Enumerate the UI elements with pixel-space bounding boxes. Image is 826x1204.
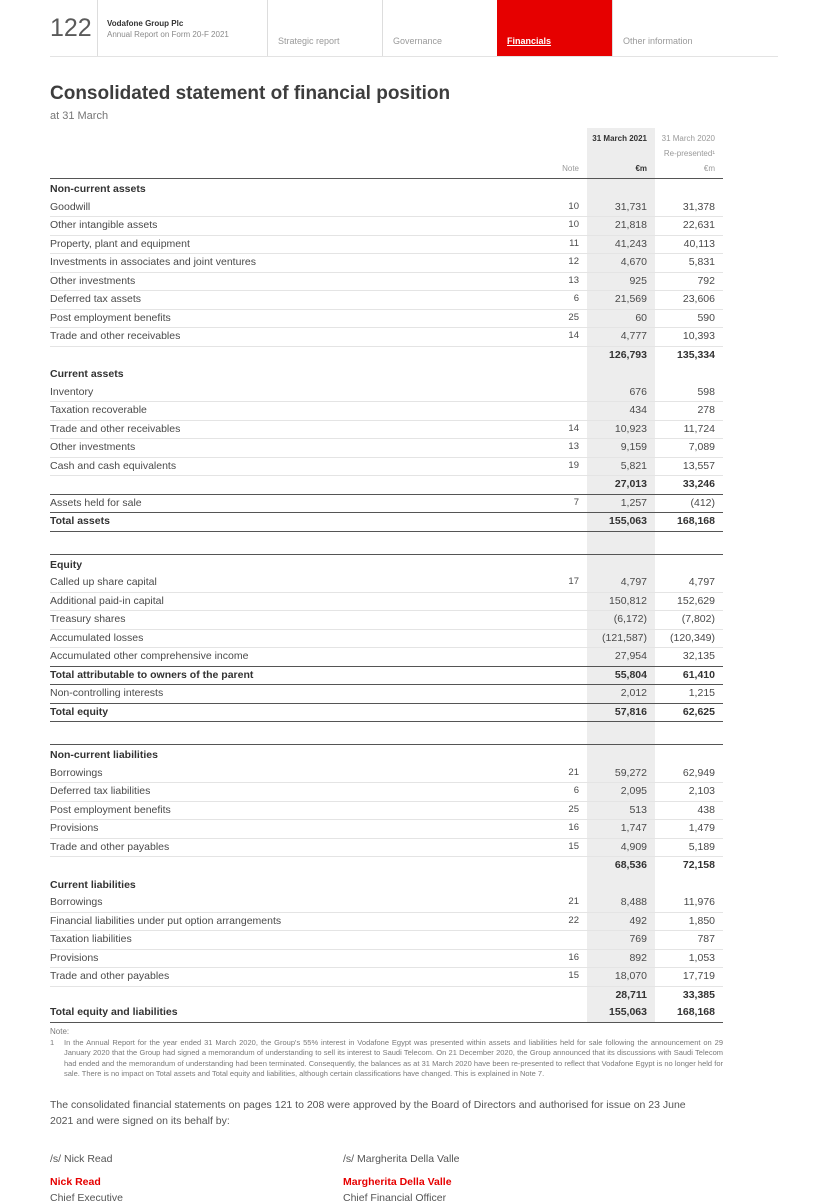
page-title: Consolidated statement of financial position (50, 83, 451, 104)
tab-other-information[interactable] (612, 0, 727, 56)
footnote-block (50, 1027, 723, 1080)
value-2020: 33,246 (655, 476, 723, 495)
row-label (50, 476, 545, 495)
table-row (50, 802, 723, 821)
note-reference: 15 (545, 968, 587, 987)
table-row (50, 666, 723, 686)
note-reference (545, 593, 587, 612)
table-head (50, 128, 723, 178)
signature-block (50, 1153, 343, 1204)
table-row (50, 950, 723, 969)
value-2020 (655, 744, 723, 765)
table-row (50, 402, 723, 421)
table-row (50, 217, 723, 236)
signatory-title: Chief Executive (50, 1192, 123, 1204)
main-content (0, 83, 826, 1204)
value-2020: 4,797 (655, 574, 723, 593)
table-row (50, 458, 723, 477)
row-label: Current liabilities (50, 878, 136, 891)
value-2020: 40,113 (655, 236, 723, 255)
table-row (50, 199, 723, 218)
note-reference (545, 554, 587, 575)
value-2021: 155,063 (587, 1004, 655, 1023)
signatory-name: Margherita Della Valle (343, 1176, 452, 1189)
note-reference: 16 (545, 950, 587, 969)
value-2021: 21,818 (587, 217, 655, 236)
note-reference: 13 (545, 273, 587, 292)
brand-block (97, 0, 267, 56)
table-row (50, 987, 723, 1005)
row-label: Current assets (50, 368, 124, 380)
row-label: Other intangible assets (50, 217, 545, 236)
value-2020: 62,949 (655, 765, 723, 784)
value-2021: 2,012 (587, 685, 655, 703)
value-2021: 2,095 (587, 783, 655, 802)
table-row (50, 421, 723, 440)
section-header-row (50, 875, 723, 895)
note-reference: 25 (545, 310, 587, 329)
note-reference: 25 (545, 802, 587, 821)
row-label: Non-controlling interests (50, 687, 164, 699)
col-header-2021: 31 March 2021 (587, 128, 655, 147)
note-reference (545, 347, 587, 365)
value-2020 (655, 532, 723, 554)
signature-line: /s/ Margherita Della Valle (343, 1153, 460, 1166)
row-label: Additional paid-in capital (50, 593, 545, 612)
tab-financials[interactable] (497, 0, 612, 56)
row-label: Accumulated other comprehensive income (50, 650, 249, 662)
value-2020: 62,625 (655, 703, 723, 723)
note-reference (545, 987, 587, 1005)
col-unit-2021: €m (587, 162, 655, 178)
value-2021: (121,587) (587, 630, 655, 649)
table-row (50, 476, 723, 495)
table-row (50, 722, 723, 744)
table-row (50, 1004, 723, 1023)
signatory-name: Nick Read (50, 1176, 101, 1189)
row-label: Post employment benefits (50, 310, 545, 329)
signatory-title: Chief Financial Officer (343, 1192, 447, 1204)
signatures (50, 1153, 723, 1204)
value-2020: 32,135 (682, 650, 715, 662)
note-reference: 22 (545, 913, 587, 932)
value-2021: 434 (587, 402, 655, 421)
section-header-row (50, 554, 723, 575)
page-number: 122 (50, 13, 92, 42)
page-subtitle: at 31 March (50, 110, 109, 122)
value-2021: 126,793 (587, 347, 655, 365)
value-2021: 10,923 (587, 421, 655, 440)
note-reference (545, 476, 587, 495)
note-reference: 13 (545, 439, 587, 458)
note-reference (545, 402, 587, 421)
value-2021: 59,272 (587, 765, 655, 784)
value-2021: 21,569 (587, 291, 655, 310)
tab-strategic-report[interactable] (267, 0, 382, 56)
value-2021: 41,243 (587, 236, 655, 255)
row-label: Deferred tax assets (50, 291, 545, 310)
table-row (50, 703, 723, 723)
nav-tabs (267, 0, 778, 56)
brand-subtitle: Annual Report on Form 20-F 2021 (107, 30, 229, 39)
value-2020: 1,215 (688, 687, 715, 699)
note-reference (545, 685, 587, 703)
row-label: Cash and cash equivalents (50, 458, 545, 477)
value-2020 (655, 722, 723, 744)
value-2020: 438 (655, 802, 723, 821)
note-reference (545, 857, 587, 875)
tab-label: Strategic report (278, 36, 340, 46)
value-2021: 4,670 (587, 254, 655, 273)
row-label (50, 722, 545, 744)
value-2020: 13,557 (655, 458, 723, 477)
note-reference: 14 (545, 328, 587, 347)
row-label: Provisions (50, 820, 545, 839)
note-reference: 11 (545, 236, 587, 255)
value-2020: 590 (655, 310, 723, 329)
value-2021: 60 (587, 310, 655, 329)
row-label: Treasury shares (50, 611, 545, 630)
note-reference: 12 (545, 254, 587, 273)
value-2021: 4,909 (587, 839, 655, 858)
table-row (50, 913, 723, 932)
row-label: Investments in associates and joint ventures (50, 254, 545, 273)
note-reference (545, 666, 587, 686)
section-header-row (50, 364, 723, 384)
table-row (50, 347, 723, 365)
value-2021: 513 (587, 802, 655, 821)
row-label: Other investments (50, 439, 545, 458)
row-label: Non-current assets (50, 178, 545, 199)
row-label: Trade and other payables (50, 968, 545, 987)
value-2021: 492 (587, 913, 655, 932)
row-label: Non-current liabilities (50, 744, 545, 765)
row-label: Financial liabilities under put option arrangements (50, 913, 545, 932)
footnote-text: In the Annual Report for the year ended 31 March 2020, the Group's 55% interest in Vodafone Egypt was presented within assets and liabilities held for sale following the announcement on 29 January 2020 that the Group had signed a memorandum of understanding to sell its interest to Saudi Telecom. On 21 December 2020, the Group announced that its discussions with Saudi Telecom had ended and the memorandum of understanding had been terminated. Consequently, the balances as at 31 March 2020 have been re-presented to reflect that Vodafone Egypt is no longer held for sale. There is no impact on Total assets and Total equity and liabilities, although certain classifications have changed. This is explained in Note 7. (64, 1037, 723, 1078)
value-2021: 8,488 (587, 894, 655, 913)
row-label (50, 987, 545, 1005)
value-2021: 892 (587, 950, 655, 969)
footnote-label: Note: (50, 1026, 70, 1036)
note-reference (545, 178, 587, 199)
note-reference: 7 (573, 496, 579, 508)
value-2021: 925 (587, 273, 655, 292)
value-2021: 676 (587, 384, 655, 403)
value-2020: (120,349) (655, 630, 723, 649)
value-2021: 150,812 (587, 593, 655, 612)
row-label: Deferred tax liabilities (50, 783, 545, 802)
section-header-row (50, 178, 723, 199)
value-2021 (587, 722, 655, 744)
value-2021 (587, 532, 655, 554)
row-label (50, 532, 545, 554)
table-row (50, 273, 723, 292)
value-2020: (412) (690, 496, 715, 509)
col-header-represented: Re-presented¹ (663, 149, 715, 158)
table-row (50, 685, 723, 703)
note-reference (545, 1004, 587, 1023)
value-2021: 4,797 (587, 574, 655, 593)
tab-label: Financials (507, 36, 552, 46)
table-row (50, 532, 723, 554)
value-2020: 5,189 (655, 839, 723, 858)
value-2020: 22,631 (655, 217, 723, 236)
note-reference: 21 (545, 894, 587, 913)
note-reference (545, 364, 587, 384)
financial-position-table (50, 128, 723, 1023)
section-header-row (50, 744, 723, 765)
note-reference: 19 (545, 458, 587, 477)
row-label: Taxation recoverable (50, 402, 545, 421)
value-2020: 792 (655, 273, 723, 292)
value-2020: 23,606 (655, 291, 723, 310)
row-label: Other investments (50, 273, 545, 292)
value-2020: 168,168 (655, 1004, 723, 1023)
footnote-number: 1 (50, 1037, 55, 1047)
tab-label: Governance (393, 36, 443, 46)
table-row (50, 236, 723, 255)
note-reference (545, 722, 587, 744)
row-label: Trade and other receivables (50, 328, 545, 347)
table-row (50, 857, 723, 875)
table-row (50, 968, 723, 987)
value-2021: 68,536 (587, 857, 655, 875)
value-2021 (587, 554, 655, 575)
value-2021 (587, 178, 655, 199)
row-label: Total equity (50, 703, 545, 723)
note-reference (545, 384, 587, 403)
value-2021: 57,816 (587, 703, 655, 723)
row-label: Post employment benefits (50, 802, 545, 821)
col-unit-2020: €m (703, 164, 715, 173)
row-label: Property, plant and equipment (50, 236, 545, 255)
row-label: Total equity and liabilities (50, 1004, 545, 1023)
value-2020 (655, 554, 723, 575)
table-row (50, 931, 723, 950)
signature-line: /s/ Nick Read (50, 1153, 113, 1166)
value-2021: 27,954 (587, 648, 655, 666)
table-row (50, 593, 723, 612)
col-header-2020: 31 March 2020 (661, 134, 715, 143)
table-row (50, 648, 723, 666)
table-row (50, 783, 723, 802)
statement-rows (50, 178, 723, 1023)
col-header-note: Note (562, 164, 579, 173)
row-label (50, 347, 545, 365)
value-2020: (7,802) (655, 611, 723, 630)
table-row (50, 820, 723, 839)
value-2020: 7,089 (655, 439, 723, 458)
note-reference: 6 (545, 291, 587, 310)
value-2020: 33,385 (682, 988, 715, 1001)
value-2021: 28,711 (587, 987, 655, 1005)
approval-text: The consolidated financial statements on pages 121 to 208 were approved by the Board of Directors and authorised for issue on 23 June 2021 and were signed on its behalf by: (50, 1098, 686, 1127)
row-label: Borrowings (50, 765, 545, 784)
value-2021: 27,013 (587, 476, 655, 495)
value-2021: 5,821 (587, 458, 655, 477)
row-label: Taxation liabilities (50, 931, 545, 950)
value-2021: 18,070 (587, 968, 655, 987)
note-reference: 21 (545, 765, 587, 784)
value-2020: 61,410 (655, 666, 723, 686)
row-label: Total assets (50, 512, 545, 532)
top-header (50, 0, 778, 57)
row-label: Provisions (50, 950, 545, 969)
value-2021: 155,063 (587, 512, 655, 532)
brand-name: Vodafone Group Plc (107, 19, 184, 28)
note-reference: 10 (545, 217, 587, 236)
note-reference: 6 (545, 783, 587, 802)
tab-label: Other information (623, 36, 693, 46)
table-row (50, 439, 723, 458)
note-reference (545, 532, 587, 554)
value-2020: 787 (655, 931, 723, 950)
table-row (50, 839, 723, 858)
value-2021 (587, 364, 655, 384)
value-2021: 4,777 (587, 328, 655, 347)
note-reference (545, 512, 587, 532)
value-2020: 598 (655, 384, 723, 403)
table-row (50, 574, 723, 593)
value-2021: (6,172) (587, 611, 655, 630)
row-label: Trade and other receivables (50, 421, 545, 440)
row-label: Assets held for sale (50, 496, 142, 509)
table-row (50, 495, 723, 513)
value-2020: 11,976 (655, 894, 723, 913)
tab-governance[interactable] (382, 0, 497, 56)
note-reference (545, 744, 587, 765)
row-label: Equity (50, 554, 545, 575)
row-label: Goodwill (50, 199, 545, 218)
note-reference (545, 931, 587, 950)
note-reference: 15 (545, 839, 587, 858)
row-label: Borrowings (50, 894, 545, 913)
table-row (50, 512, 723, 532)
row-label: Trade and other payables (50, 839, 545, 858)
signature-block (343, 1153, 636, 1204)
row-label: Total attributable to owners of the parent (50, 666, 545, 686)
note-reference: 14 (545, 421, 587, 440)
value-2021: 9,159 (587, 439, 655, 458)
table-row (50, 611, 723, 630)
value-2020: 1,850 (655, 913, 723, 932)
value-2020 (655, 875, 723, 895)
value-2020: 5,831 (655, 254, 723, 273)
row-label: Called up share capital (50, 574, 545, 593)
table-row (50, 328, 723, 347)
value-2020: 135,334 (677, 348, 715, 361)
table-row (50, 291, 723, 310)
note-reference: 17 (545, 574, 587, 593)
value-2021 (587, 875, 655, 895)
note-reference (545, 630, 587, 649)
note-reference: 10 (545, 199, 587, 218)
value-2020: 168,168 (655, 512, 723, 532)
row-label (50, 857, 545, 875)
value-2020: 17,719 (655, 968, 723, 987)
table-row (50, 630, 723, 649)
value-2020: 31,378 (655, 199, 723, 218)
value-2021: 1,747 (587, 820, 655, 839)
table-row (50, 310, 723, 329)
value-2020 (655, 178, 723, 199)
value-2020: 278 (655, 402, 723, 421)
note-reference: 16 (545, 820, 587, 839)
value-2021: 769 (587, 931, 655, 950)
value-2021: 55,804 (587, 666, 655, 686)
note-reference (545, 611, 587, 630)
value-2020: 1,479 (655, 820, 723, 839)
table-row (50, 765, 723, 784)
value-2020: 10,393 (655, 328, 723, 347)
table-row (50, 894, 723, 913)
value-2021 (587, 744, 655, 765)
table-row (50, 254, 723, 273)
value-2020: 11,724 (655, 421, 723, 440)
value-2020: 2,103 (655, 783, 723, 802)
value-2021: 31,731 (587, 199, 655, 218)
value-2020: 152,629 (655, 593, 723, 612)
note-reference (545, 875, 587, 895)
row-label: Inventory (50, 384, 545, 403)
value-2020: 1,053 (655, 950, 723, 969)
value-2021: 1,257 (587, 495, 655, 513)
table-row (50, 384, 723, 403)
footnote-item (50, 1038, 723, 1080)
note-reference (545, 648, 587, 666)
note-reference (545, 703, 587, 723)
value-2020: 72,158 (682, 859, 715, 871)
value-2020 (655, 364, 723, 384)
row-label: Accumulated losses (50, 630, 545, 649)
